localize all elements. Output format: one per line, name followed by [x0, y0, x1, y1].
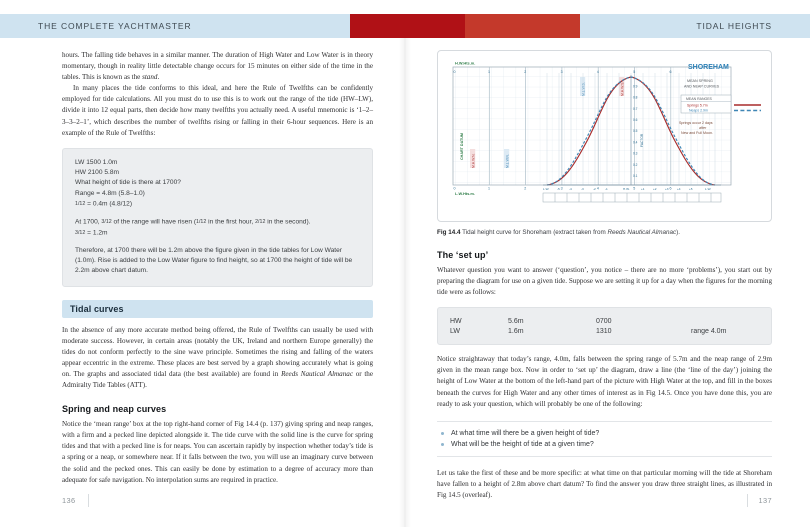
book-spread — [0, 38, 810, 527]
figure-caption-text: Tidal height curve for Shoreham (extract taken from — [460, 229, 608, 236]
question-text: At what time will there be a given height of tide? — [451, 429, 600, 437]
svg-text:+1: +1 — [641, 187, 645, 191]
figure-14-4-tide-curve — [437, 50, 772, 222]
svg-text:1: 1 — [488, 70, 490, 75]
legend-springs-label: Springs 5.7m — [687, 103, 708, 108]
figure-number: Fig 14.4 — [437, 229, 461, 236]
svg-text:0.2: 0.2 — [633, 162, 638, 167]
fraction-three-twelfths-a: 3/12 — [101, 218, 112, 225]
tide-row-note — [691, 316, 760, 326]
svg-text:6: 6 — [669, 70, 672, 75]
tide-curve-svg — [443, 55, 770, 219]
right-paragraph-3: Let us take the first of these and be more specific: at what time on that particular morning will the tide at Shoreham have fallen to a height of 2.8m above chart datum? To find the answer you draw three straight lines, as illustrated in Fig 14.5 (overleaf). — [437, 468, 772, 499]
question-list — [437, 421, 772, 457]
svg-text:2: 2 — [524, 70, 527, 75]
table-row — [450, 316, 760, 326]
svg-text:0: 0 — [453, 70, 456, 75]
example-line-lw: LW 1500 1.0m — [75, 158, 118, 166]
legend-title: MEAN RANGES — [686, 97, 712, 101]
svg-text:3: 3 — [560, 70, 563, 75]
legend-neaps-label: Neaps 2.9m — [689, 108, 708, 113]
svg-text:Springs occur 2 days: Springs occur 2 days — [679, 121, 713, 125]
list-item — [437, 428, 772, 439]
tide-row-time: 0700 — [596, 317, 612, 325]
svg-text:L.W.: L.W. — [543, 187, 550, 191]
figure-caption-end: ). — [676, 229, 681, 236]
svg-text:5: 5 — [633, 70, 636, 75]
figure-14-4-caption — [437, 228, 772, 237]
folio-rule-right — [747, 494, 748, 507]
example-result-rest: = 1.2m — [85, 229, 108, 237]
example-line-range: Range = 4.8m (5.8–1.0) — [75, 189, 145, 197]
fraction-one-twelfth: 1/12 — [75, 200, 86, 207]
example-risen-a: At 1700, — [75, 218, 102, 226]
question-text: What will be the height of tide at a given time? — [451, 440, 594, 448]
svg-text:0.4: 0.4 — [633, 140, 638, 145]
example-line-result — [75, 228, 361, 239]
right-paragraph-2: Notice straightaway that today’s range, 4.0m, falls between the spring range of 5.7m and the neap range of 2.9m given in the mean range box. Now in order to ‘set up’ the diagram, draw a line (the ‘line of the day’) joining the height of Low Water at the bottom of the left-hand part of the picture with High Water at the top, and fill in the boxes beneath the curves for High Water and any other times of interest as in Fig 14.5. Once you have done this, you are ready to ask your question, which will probably be one of the following: — [437, 355, 772, 408]
heading-tidal-curves: Tidal curves — [62, 300, 373, 318]
header-bar-dark-segment — [350, 14, 465, 38]
example-twelfth-rest: = 0.4m (4.8/12) — [85, 200, 133, 208]
svg-text:-1: -1 — [605, 187, 608, 191]
list-item — [437, 439, 772, 450]
running-header — [0, 14, 810, 38]
mhws-label: M.H.W.S. — [620, 81, 625, 96]
factor-axis-label: FACTOR — [640, 133, 644, 147]
stand-italic: stand — [142, 73, 158, 82]
svg-text:-2: -2 — [593, 187, 596, 191]
tide-row-label: LW — [450, 327, 460, 335]
time-axis-ticks — [543, 187, 711, 191]
hw-heights-axis-label: H.W.Hts.m. — [455, 60, 476, 66]
example-risen-c: in the first hour, — [206, 218, 256, 226]
example-line-hw: HW 2100 5.8m — [75, 169, 119, 177]
svg-text:0.9: 0.9 — [633, 84, 638, 89]
fraction-two-twelfths: 2/12 — [255, 218, 266, 225]
example-risen-d: in the second). — [265, 218, 311, 226]
mlws-label: M.L.W.S. — [581, 82, 586, 96]
example-line-twelfth — [75, 199, 361, 210]
left-paragraph-3-a: In the absence of any more accurate method being offered, the Rule of Twelfths can usually be used with moderate success. However, in certain areas (notably the UK, Ireland and northern Europe generally) the tides do not conform perfectly to the sine wave principle. Sometimes the rising and falling of the waters appear eccentric in the extreme. These places are best served by a graph showing accurately what is going on. The graphs and associated tidal data (the best available) are found in — [62, 325, 373, 378]
svg-text:0.6: 0.6 — [633, 118, 638, 122]
folio-rule-left — [88, 494, 89, 507]
svg-text:-5: -5 — [557, 187, 560, 191]
svg-text:-3: -3 — [581, 187, 584, 191]
header-book-title: THE COMPLETE YACHTMASTER — [38, 21, 192, 31]
header-chapter-title: TIDAL HEIGHTS — [696, 21, 772, 31]
svg-text:1: 1 — [488, 186, 490, 191]
morning-tide-table-box — [437, 307, 772, 345]
example-line-question: What height of tide is there at 1700? — [75, 179, 181, 187]
right-paragraph-1: Whatever question you want to answer (‘question’, you notice – there are no more ‘problems’), you start out by preparing the diagram for use on a given tide. Suppose we are setting it up for a day when the figures for the morning tide were as follows: — [437, 266, 772, 297]
svg-text:L.W.: L.W. — [705, 187, 712, 191]
lw-heights-axis-label: L.W.Hts.m. — [455, 191, 475, 196]
heading-spring-and-neap-curves: Spring and neap curves — [62, 404, 167, 415]
svg-text:4: 4 — [596, 186, 599, 191]
mean-ranges-legend — [681, 95, 761, 113]
svg-text:+2: +2 — [653, 187, 657, 191]
bullet-icon — [441, 432, 444, 435]
svg-text:+4: +4 — [677, 187, 681, 191]
page-number-right: 137 — [758, 496, 772, 505]
bottom-axis-ticks — [454, 187, 672, 191]
heading-the-set-up: The ‘set up’ — [437, 250, 489, 260]
svg-text:0.1: 0.1 — [633, 174, 638, 178]
left-paragraph-1: hours. The falling tide behaves in a similar manner. The duration of High Water and Low Water is in theory momentary, though in reality little detectable change occurs for 15 minutes on either side of the time in the tables. This is known as the stand. — [62, 51, 373, 82]
left-paragraph-3 — [62, 325, 373, 392]
tide-row-time: 1310 — [596, 327, 612, 335]
svg-text:+5: +5 — [689, 187, 693, 191]
svg-text:0.7: 0.7 — [633, 106, 638, 111]
svg-text:New and Full Moon.: New and Full Moon. — [681, 131, 713, 135]
svg-text:2: 2 — [524, 186, 527, 191]
reeds-almanac-italic: Reeds Nautical Almanac — [281, 369, 353, 378]
chart-datum-axis-label: CHART DATUM — [460, 133, 464, 160]
time-entry-boxes — [543, 193, 721, 202]
left-paragraph-3-b: or the Admiralty Tide Tables (ATT). — [62, 369, 374, 390]
svg-text:+3: +3 — [665, 187, 669, 191]
svg-text:4: 4 — [596, 70, 599, 75]
svg-text:0.8: 0.8 — [633, 95, 638, 100]
bullet-icon — [441, 443, 444, 446]
svg-text:3: 3 — [560, 186, 563, 191]
rule-of-twelfths-example-box — [62, 148, 373, 287]
example-risen-b: of the range will have risen ( — [111, 218, 197, 226]
svg-text:H.W.: H.W. — [623, 187, 630, 191]
example-line-conclusion: Therefore, at 1700 there will be 1.2m above the figure given in the tide tables for Low Water (1.0m). Rise is added to the Low Water figure to find height, so at 1700 the height of tide will be 2.2m above chart datum. — [75, 246, 353, 275]
tide-row-height: 5.6m — [508, 317, 524, 325]
figure-subtitle-line2: AND NEAP CURVES — [684, 84, 720, 89]
svg-text:6: 6 — [669, 186, 672, 191]
tide-row-label: HW — [450, 317, 462, 325]
svg-text:5: 5 — [633, 186, 636, 191]
svg-text:0: 0 — [453, 186, 456, 191]
svg-text:after: after — [699, 126, 707, 130]
mhwn-label: M.H.W.N. — [471, 153, 476, 168]
mlwn-label: M.L.W.N. — [505, 154, 510, 168]
example-line-risen — [75, 217, 361, 228]
figure-subtitle-line1: MEAN SPRING — [687, 79, 713, 83]
fraction-one-twelfth-b: 1/12 — [196, 218, 207, 225]
svg-text:0.3: 0.3 — [633, 151, 638, 156]
left-page — [0, 38, 405, 527]
morning-tide-table — [450, 316, 760, 336]
figure-caption-source: Reeds Nautical Almanac — [607, 229, 677, 236]
left-paragraph-2: In many places the tide conforms to this ideal, and here the Rule of Twelfths can be confidently employed for tide calculations. All you must do to use this is to work out the range of the tide (HW–LW), divide it into 12 equal parts, then decide how many twelfths you actually need. A useful mnemonic is ‘1–2–3–3–2–1’, which describes the number of twelfths rising or falling in their 6-hour sequences. Here is an example of the Rule of Twelfths: — [62, 84, 373, 137]
tide-row-note: range 4.0m — [691, 327, 727, 335]
port-name-title: SHOREHAM — [688, 64, 729, 71]
header-color-bar — [350, 14, 580, 38]
fraction-three-twelfths-b: 3/12 — [75, 229, 86, 236]
page-number-left: 136 — [62, 496, 76, 505]
table-row — [450, 326, 760, 336]
header-bar-light-segment — [465, 14, 580, 38]
svg-text:-4: -4 — [569, 187, 572, 191]
left-paragraph-4: Notice the ‘mean range’ box at the top right-hand corner of Fig 14.4 (p. 137) giving spring and neap ranges, with a firm and a pecked line depicted alongside it. The tide curve with the solid line is the curve for spring tides and that with a pecked line is for neaps. You can ascertain rapidly by inspection whether today’s tide is a spring or a neap, or somewhere near. If it falls between the two, you will use an imaginary curve between the solid and the pecked ones. This can easily be done by estimation to a degree of accuracy more than adequate for safe navigation. No interpolation sums are required in practice. — [62, 420, 373, 484]
right-page — [405, 38, 810, 527]
svg-text:0.5: 0.5 — [633, 129, 638, 134]
tide-row-height: 1.6m — [508, 327, 524, 335]
